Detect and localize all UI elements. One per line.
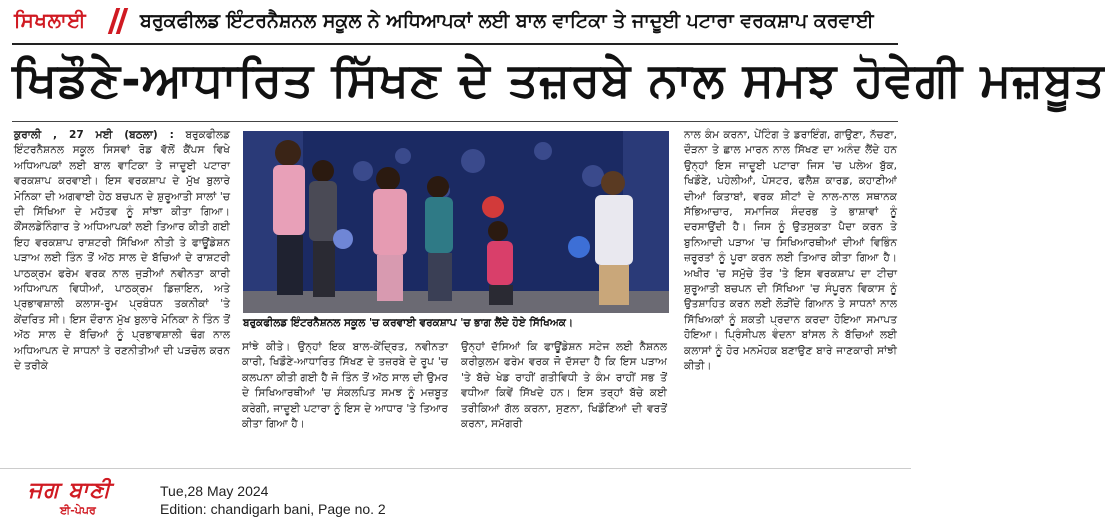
article-column-1 (14, 128, 230, 448)
kicker-headline: ਬਰੁਕਫੀਲਡ ਇੰਟਰਨੈਸ਼ਨਲ ਸਕੂਲ ਨੇ ਅਧਿਆਪਕਾਂ ਲਈ ਬਾਲ ਵਾਟਿਕਾ ਤੇ ਜਾਦੂਈ ਪਟਾਰਾ ਵਰਕਸ਼ਾਪ ਕਰਵਾਈ (140, 10, 874, 32)
edition-info: Edition: chandigarh bani, Page no. 2 (160, 501, 386, 517)
workshop-photo-illustration (243, 131, 669, 313)
kicker-row (0, 0, 911, 44)
footer-divider (0, 468, 911, 469)
article-column-3: ਉਨ੍ਹਾਂ ਦੱਸਿਆਂ ਕਿ ਫਾਊਂਡੇਸ਼ਨ ਸਟੇਜ ਲਈ ਨੈਸ਼ਨਲ ਕਰੀਕੁਲਮ ਫਰੇਮ ਵਰਕ ਜੋ ਦੱਸਦਾ ਹੈ ਕਿ ਇਸ ਪੜਾਅ 'ਤੇ ਬੱਚੇ ਖੇਡ ਰਾਹੀਂ ਗਤੀਵਿਧੀ ਤੇ ਕੰਮ ਰਾਹੀਂ ਸਭ ਤੋਂ ਵਧੀਆ ਕਿਵੇਂ ਸਿੱਖਦੇ ਹਨ। ਇਸ ਤਰ੍ਹਾਂ ਬੱਚੇ ਕਈ ਤਰੀਕਿਆਂ ਗੱਲ ਕਰਨਾ, ਸੁਣਨਾ, ਖਿਡੌਣਿਆਂ ਦੀ ਵਰਤੋਂ ਕਰਨਾ, ਸਮੱਗਰੀ (461, 341, 667, 431)
logo-main-text: ਜਗ ਬਾਣੀ (28, 478, 112, 503)
article-column-2: ਸਾਂਝੇ ਕੀਤੇ। ਉਨ੍ਹਾਂ ਇਕ ਬਾਲ-ਕੇਂਦ੍ਰਿਤ, ਨਵੀਨਤਾ ਕਾਰੀ, ਖਿਡੌਣੇ-ਆਧਾਰਿਤ ਸਿੱਖਣ ਦੇ ਤਜ਼ਰਬੇ ਦੇ ਰੂਪ 'ਚ ਕਲਪਨਾ ਕੀਤੀ ਗਈ ਹੈ ਜੋ ਤਿੰਨ ਤੋਂ ਅੱਠ ਸਾਲ ਦੀ ਉਮਰ ਦੇ ਸਿਖਿਆਰਥੀਆਂ 'ਚ ਸੰਕਲਪਿਤ ਸਮਝ ਨੂੰ ਮਜ਼ਬੂਤ ਕਰੇਗੀ, ਜਾਦੂਈ ਪਟਾਰਾ ਨੂੰ ਇਸ ਦੇ ਆਧਾਰ 'ਤੇ ਤਿਆਰ ਕੀਤਾ ਗਿਆ ਹੈ। (242, 341, 448, 431)
divider (12, 121, 898, 122)
publication-date: Tue,28 May 2024 (160, 483, 269, 499)
divider (12, 43, 898, 45)
main-headline: ਖਿਡੌਣੇ-ਆਧਾਰਿਤ ਸਿੱਖਣ ਦੇ ਤਜ਼ਰਬੇ ਨਾਲ ਸਮਝ ਹੋਵੇਗੀ ਮਜ਼ਬੂਤ (12, 53, 1105, 108)
article-photo (243, 131, 669, 313)
article-column-4: ਨਾਲ ਕੰਮ ਕਰਨਾ, ਪੇਂਟਿੰਗ ਤੇ ਡਰਾਇੰਗ, ਗਾਉਣਾ, ਨੱਚਣਾ, ਦੌੜਨਾ ਤੇ ਛਾਲ ਮਾਰਨ ਨਾਲ ਸਿੱਖਣ ਦਾ ਅਨੰਦ ਲੈਂਦੇ ਹਨ ਉਨ੍ਹਾਂ ਇਸ ਜਾਦੂਈ ਪਟਾਰਾ ਜਿਸ 'ਚ ਪਲੇਅ ਬੁੱਕ, ਖਿਡੌਣੇ, ਪਹੇਲੀਆਂ, ਪੋਸਟਰ, ਫਲੈਸ਼ ਕਾਰਡ, ਕਹਾਣੀਆਂ ਦੀਆਂ ਕਿਤਾਬਾਂ, ਵਰਕ ਸ਼ੀਟਾਂ ਦੇ ਨਾਲ-ਨਾਲ ਸਥਾਨਕ ਸੱਭਿਆਚਾਰ, ਸਮਾਜਿਕ ਸੰਦਰਭ ਤੇ ਭਾਸ਼ਾਵਾਂ ਨੂੰ ਦਰਸਾਉਂਦੀ ਹੈ। ਜਿਸ ਨੂੰ ਉਤਸੁਕਤਾ ਪੈਦਾ ਕਰਨ ਤੇ ਬੁਨਿਆਦੀ ਪੜਾਅ 'ਚ ਸਿਖਿਆਰਥੀਆਂ ਦੀਆਂ ਵਿਭਿੰਨ ਜ਼ਰੂਰਤਾਂ ਨੂੰ ਪੂਰਾ ਕਰਨ ਲਈ ਤਿਆਰ ਕੀਤਾ ਗਿਆ ਹੈ। ਅਖੀਰ 'ਚ ਸਮੁੱਚੇ ਤੌਰ 'ਤੇ ਇਸ ਵਰਕਸ਼ਾਪ ਦਾ ਟੀਚਾ ਸ਼ੁਰੂਆਤੀ ਬਚਪਨ ਦੀ ਸਿੱਖਿਆ 'ਚ ਸੰਪੂਰਨ ਵਿਕਾਸ ਨੂੰ ਉਤਸ਼ਾਹਿਤ ਕਰਨ ਲਈ ਲੋੜੀਂਦੇ ਗਿਆਨ ਤੇ ਸਾਧਨਾਂ ਨਾਲ ਸਿੱਖਿਅਕਾਂ ਨੂੰ ਸ਼ਕਤੀ ਪ੍ਰਦਾਨ ਕਰਦਾ ਹੋਇਆ ਸਮਾਪਤ ਹੋਇਆ। ਪ੍ਰਿੰਸੀਪਲ ਵੰਦਨਾ ਬਾਂਸਲ ਨੇ ਬੱਚਿਆਂ ਲਈ ਕਲਾਸਾਂ ਨੂੰ ਹੋਰ ਮਨਮੋਹਕ ਬਣਾਉਣ ਬਾਰੇ ਜਾਣਕਾਰੀ ਸਾਂਝੀ ਕੀਤੀ। (684, 129, 897, 373)
section-tag: ਸਿਖਲਾਈ (14, 8, 87, 32)
logo-sub-text: ਈ-ਪੇਪਰ (60, 504, 96, 517)
publication-logo (28, 478, 168, 520)
dateline: ਕੁਰਾਲੀ , 27 ਮਈ (ਬਠਲਾ) : (14, 129, 174, 141)
section-tag-mark (108, 8, 130, 34)
photo-caption: ਬਰੁਕਫੀਲਡ ਇੰਟਰਨੈਸ਼ਨਲ ਸਕੂਲ 'ਚ ਕਰਵਾਈ ਵਰਕਸ਼ਾਪ 'ਚ ਭਾਗ ਲੈਂਦੇ ਹੋਏ ਸਿੱਖਿਅਕ। (243, 317, 574, 329)
article-text: ਬਰੁਕਫੀਲਡ ਇੰਟਰਨੈਸ਼ਨਲ ਸਕੂਲ ਸਿਸਵਾਂ ਰੋਡ ਵੱਲੋਂ ਕੈਂਪਸ ਵਿਖੇ ਅਧਿਆਪਕਾਂ ਲਈ ਬਾਲ ਵਾਟਿਕਾ ਤੇ ਜਾਦੂਈ ਪਟਾਰਾ ਵਰਕਸ਼ਾਪ ਕਰਵਾਈ। ਇਸ ਵਰਕਸ਼ਾਪ ਦੇ ਮੁੱਖ ਬੁਲਾਰੇ ਮੋਨਿਕਾ ਦੀ ਅਗਵਾਈ ਹੇਠ ਬਚਪਨ ਦੇ ਸ਼ੁਰੂਆਤੀ ਸਾਲਾਂ 'ਚ ਦੀ ਸਿੱਖਿਆ ਦੇ ਮਹੱਤਵ ਨੂੰ ਸਾਂਝਾ ਕੀਤਾ ਗਿਆ। ਕੌਂਸਲਡੇਨਿੰਗਾਰ ਤੇ ਅਧਿਆਪਕਾਂ ਲਈ ਤਿਆਰ ਕੀਤੀ ਗਈ ਇਹ ਵਰਕਸ਼ਾਪ ਰਾਸ਼ਟਰੀ ਸਿੱਖਿਆ ਨੀਤੀ ਤੇ ਫਾਊਂਡੇਸ਼ਨ ਪੜਾਅ ਲਈ ਤਿੰਨ ਤੋਂ ਅੱਠ ਸਾਲ ਦੇ ਬੱਚਿਆਂ ਦੇ ਰਾਸ਼ਟਰੀ ਪਾਠਕ੍ਰਮ ਫਰੇਮ ਵਰਕ ਨਾਲ ਜੁੜੀਆਂ ਨਵੀਨਤਾ ਕਾਰੀ ਅਧਿਆਪਨ ਵਿਧੀਆਂ, ਪਾਠਕ੍ਰਮ ਡਿਜ਼ਾਇਨ, ਅਤੇ ਪ੍ਰਭਾਵਸ਼ਾਲੀ ਕਲਾਸ-ਰੂਮ ਪ੍ਰਬੰਧਨ ਤਕਨੀਕਾਂ 'ਤੇ ਕੇਂਦਰਿਤ ਸੀ। ਇਸ ਦੌਰਾਨ ਮੁੱਖ ਬੁਲਾਰੇ ਮੋਨਿਕਾ ਨੇ ਤਿੰਨ ਤੋਂ ਅੱਠ ਸਾਲ ਦੇ ਬੱਚਿਆਂ ਨੂੰ ਪ੍ਰਭਾਵਸ਼ਾਲੀ ਢੰਗ ਨਾਲ ਅਧਿਆਪਨ ਦੇ ਸਾਧਨਾਂ ਤੇ ਰਣਨੀਤੀਆਂ ਦੀ ਪੜਚੋਲ ਕਰਨ ਦੇ ਤਰੀਕੇ (14, 129, 230, 373)
